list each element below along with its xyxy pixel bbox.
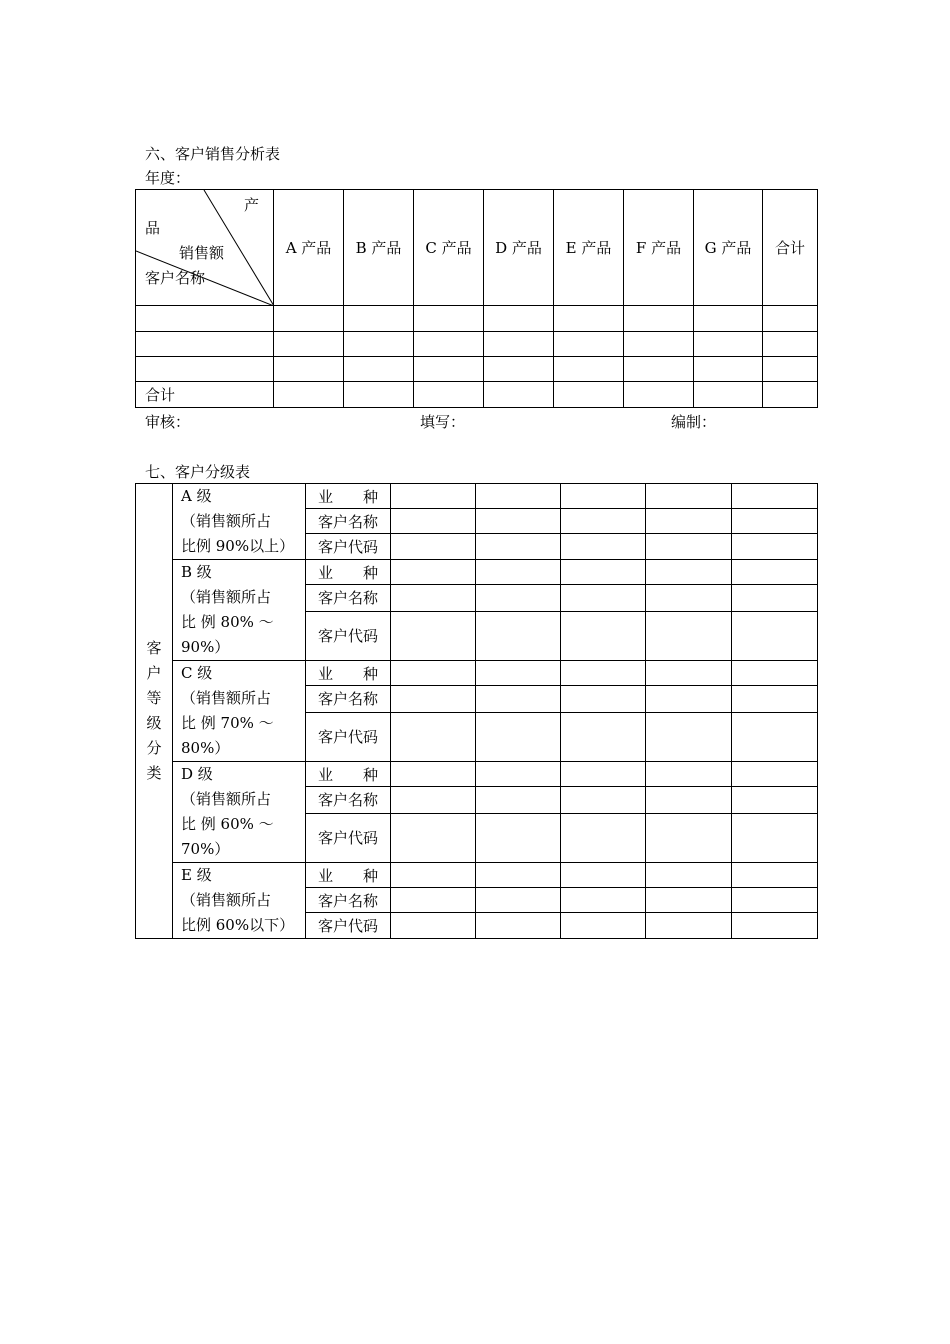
field-customer-code: 客户代码 bbox=[306, 913, 391, 939]
grade-a: A 级 （销售额所占 比例 90%以上） bbox=[173, 484, 306, 560]
customer-grading-table bbox=[135, 483, 818, 939]
section6-title: 六、客户销售分析表 bbox=[145, 145, 281, 163]
category-vertical-label: 客 户 等 级 分 类 bbox=[136, 484, 173, 939]
col-g-product: G 产品 bbox=[694, 190, 763, 306]
fill-label: 填写： bbox=[420, 413, 466, 431]
diagonal-header-cell bbox=[136, 190, 274, 306]
diag-label-mid2: 销售额 bbox=[179, 244, 225, 262]
table-row bbox=[136, 357, 818, 382]
diag-label-mid1: 品 bbox=[145, 219, 161, 237]
section7-title: 七、客户分级表 bbox=[145, 463, 251, 481]
col-a-product: A 产品 bbox=[274, 190, 344, 306]
field-customer-name: 客户名称 bbox=[306, 509, 391, 534]
field-customer-code: 客户代码 bbox=[306, 611, 391, 661]
table-row bbox=[136, 332, 818, 357]
col-d-product: D 产品 bbox=[484, 190, 554, 306]
field-customer-name: 客户名称 bbox=[306, 686, 391, 712]
field-industry: 业 种 bbox=[306, 661, 391, 686]
total-row-label: 合计 bbox=[136, 382, 274, 408]
col-f-product: F 产品 bbox=[624, 190, 694, 306]
grade-d: D 级 （销售额所占 比 例 60% ～ 70%） bbox=[173, 762, 306, 863]
field-customer-code: 客户代码 bbox=[306, 534, 391, 560]
field-customer-name: 客户名称 bbox=[306, 787, 391, 813]
table-row-total bbox=[136, 382, 818, 408]
col-b-product: B 产品 bbox=[344, 190, 414, 306]
field-customer-code: 客户代码 bbox=[306, 813, 391, 863]
field-industry: 业 种 bbox=[306, 863, 391, 888]
col-c-product: C 产品 bbox=[414, 190, 484, 306]
field-industry: 业 种 bbox=[306, 484, 391, 509]
table-row bbox=[136, 306, 818, 332]
field-customer-code: 客户代码 bbox=[306, 712, 391, 762]
customer-sales-analysis-table bbox=[135, 189, 818, 408]
grade-b: B 级 （销售额所占 比 例 80% ～ 90%） bbox=[173, 560, 306, 661]
col-e-product: E 产品 bbox=[554, 190, 624, 306]
field-customer-name: 客户名称 bbox=[306, 585, 391, 611]
field-industry: 业 种 bbox=[306, 762, 391, 787]
diag-label-top: 产 bbox=[244, 196, 260, 214]
field-industry: 业 种 bbox=[306, 560, 391, 585]
year-label: 年度： bbox=[145, 169, 191, 187]
field-customer-name: 客户名称 bbox=[306, 888, 391, 913]
compile-label: 编制： bbox=[671, 413, 717, 431]
grade-c: C 级 （销售额所占 比 例 70% ～ 80%） bbox=[173, 661, 306, 762]
grade-e: E 级 （销售额所占 比例 60%以下） bbox=[173, 863, 306, 939]
diag-label-bottom: 客户名称 bbox=[145, 269, 206, 287]
col-total: 合计 bbox=[763, 190, 818, 306]
review-label: 审核： bbox=[145, 413, 191, 431]
